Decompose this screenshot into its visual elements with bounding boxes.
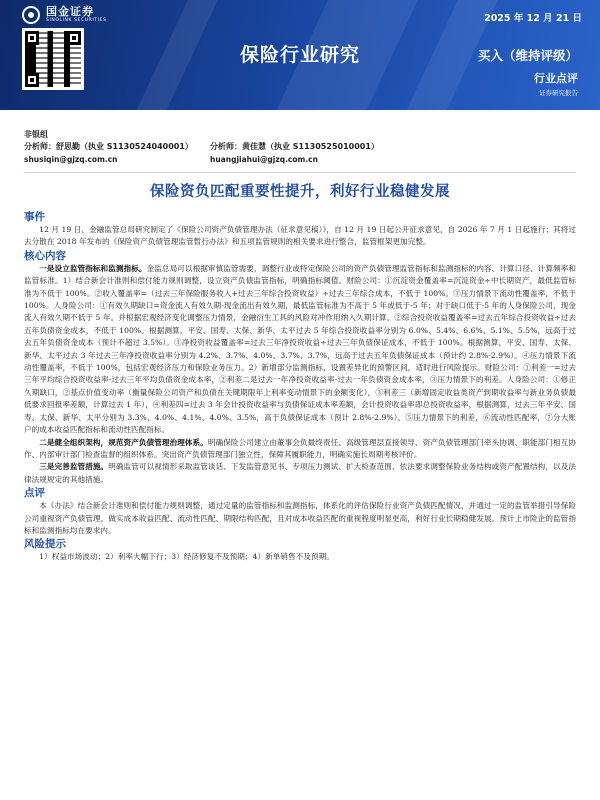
company-logo [22, 6, 106, 24]
report-subtype: 证券研究报告 [539, 89, 578, 97]
paragraph-lead: 二是健全组织架构，规范资产负债管理治理体系。 [39, 437, 208, 447]
core-paragraph-1 [24, 263, 576, 437]
core-paragraph-3 [24, 461, 576, 486]
analyst-entry [24, 141, 193, 164]
risk-paragraph: 1）权益市场波动；2）利率大幅下行；3）经济修复不及预期；4）新单销售不及预期。 [39, 552, 334, 562]
section-heading-core: 核心内容 [24, 249, 66, 262]
report-body [24, 210, 576, 564]
paragraph-lead: 三是完善监管措施。 [39, 462, 109, 472]
analyst-email[interactable]: huangjiahui@gjzq.com.cn [210, 155, 318, 164]
logo-name-cn: 国金证券 [46, 5, 94, 19]
paragraph-text: 明确监管可以视情形采取监管谈话、下发监管意见书、专项压力测试、扩大检查范围、依法要求调整保险业务结构或资产配置结构，以及法律法规规定的其他措施。 [24, 462, 577, 484]
analyst-email[interactable]: shusiqin@gjzq.com.cn [24, 155, 118, 164]
paragraph-text: 金监总局可以根据审慎监管需要，调整行业或特定保险公司的资产负债管理监管指标和监测指标的内容、计算口径、计算频率和监管标准。1）结合新会计准则和偿付能力规则调整，设立资产负债监管指标，明确指标阈值。财险公司：①沉淀资金覆盖率=沉淀资金÷中长期资产，最低监管标准为不低于 100%。②收入覆盖率=（过去三年保险服务收入+过去三年综合投资收益）÷过去三年综合成本，不低于 100%。③压力情景下流动性覆盖率，不低于 100%。人身险公司：①有效久期缺口=资金流入有效久期-现金流出有效久期，最低监管标准为不高于 5 年或低于-5 年；对于缺口低于-5 年的人身保险公司，现金流入有效久期不低于 5 年。并根据宏观经济变化调整压力情景，金融衍生工具的风险对冲作用纳入久期计算。②综合投资收益覆盖率=过去五年综合投资收益÷过去五年负债资金成本，不低于 100%。根据测算，平安、国寿、太保、新华、太平过去 5 年综合投资收益率分别为 6.0%、5.4%、6.6%、5.1%、5.5%，远高于过去五年负债资金成本（预计不超过 3.5%）。③净投资收益覆盖率=过去三年净投资收益÷过去三年负债保证成本，不低于 100%。根据测算，平安、国寿、太保、新华、太平过去 3 年过去三年净投资收益率分别为 4.2%、3.7%、4.0%、3.7%、3.7%，远高于过去五年负债保证成本（预计约 2.8%-2.9%）。④压力情景下流动性覆盖率，不低于 100%，包括宏观经济压力和保险业务压力。2）新增部分监测指标，设置差异化的预警区间，适时进行风险提示。财险公司：①利差一=过去三年平均综合投资收益率-过去三年平均负债资金成本率，②利差二是过去一年净投资收益率-过去一年负债资金成本率，③压力情景下的利差。人身险公司：①修正久期缺口，②基点价值变动率（衡量保险公司资产和负债在关键期限年上利率变动情景下的金额变化），③利差三（新增固定收益类资产到期收益率与新业务负债最低要求回报率差额，计算过去 1 年），④利差四=过去 3 年会计投资收益率与负债保证成本率差额，会计投资收益率即总投资收益率，根据测算，过去三年平安、国寿、太保、新华、太平分别为 3.3%、4.0%、4.1%、4.0%、3.5%，高于负债保证成本（预计 2.8%-2.9%），⑤压力情景下的利差，⑥流动性匹配率，⑦分大账户的成本收益匹配指标和流动性匹配指标。 [24, 263, 576, 435]
logo-icon [22, 6, 40, 24]
logo-name-en: SINOLINK SECURITIES [46, 18, 107, 24]
report-category-title: 保险行业研究 [239, 44, 360, 66]
section-heading-comment: 点评 [24, 487, 45, 500]
sector-label: 非银组 [24, 130, 48, 139]
report-type: 行业点评 [534, 72, 578, 85]
section-heading-event: 事件 [24, 211, 45, 223]
report-date: 2025 年 12 月 21 日 [484, 13, 582, 24]
divider [24, 172, 576, 173]
comment-paragraph: 本《办法》结合新会计准则和偿付能力规则调整，通过定量的监管指标和监测指标，体系化的评估保险行业资产负债匹配情况，并通过一定的监管举措引导保险公司重视资产负债管理，做实成本收益匹配、流动性匹配、期限结构匹配，且对成本收益匹配的重视程度明显更高，利好行业长期稳健发展。预计上市险企的监管指标和监测指标均在要求内。 [24, 501, 576, 535]
analyst-name: 分析师：舒思勤（执业 S1130524040001） [24, 142, 193, 151]
section-heading-risk: 风险提示 [24, 538, 66, 551]
report-headline: 保险资负匹配重要性提升，利好行业稳健发展 [150, 184, 450, 200]
rating-badge: 买入（维持评级） [477, 48, 578, 63]
core-paragraph-2 [24, 437, 576, 462]
analyst-name: 分析师：黄佳慧（执业 S1130525010001） [210, 142, 379, 151]
event-paragraph: 12 月 19 日，金融监管总局研究制定了《保险公司资产负债管理办法（征求意见稿）》，自 12 月 19 日起公开征求意见，自 2026 年 7 月 1 日起施行；其将过去分散在 2018 年发布的《保险资产负债管理监管暂行办法》和五项监管规则的相关要求进行整合，监管框架更加完整。 [24, 225, 576, 247]
analyst-entry [210, 141, 379, 164]
paragraph-text: 明确保险公司建立由董事会负最终责任、高级管理层直接领导、资产负债管理部门牵头协调、职能部门相互协作、内部审计部门检查监督的组织体系。突出资产负债管理部门独立性，保障其履职能力，明确实施长周期考核评价。 [24, 437, 576, 459]
paragraph-lead: 一是设立监管指标和监测指标。 [39, 263, 147, 273]
header-banner [0, 0, 600, 110]
